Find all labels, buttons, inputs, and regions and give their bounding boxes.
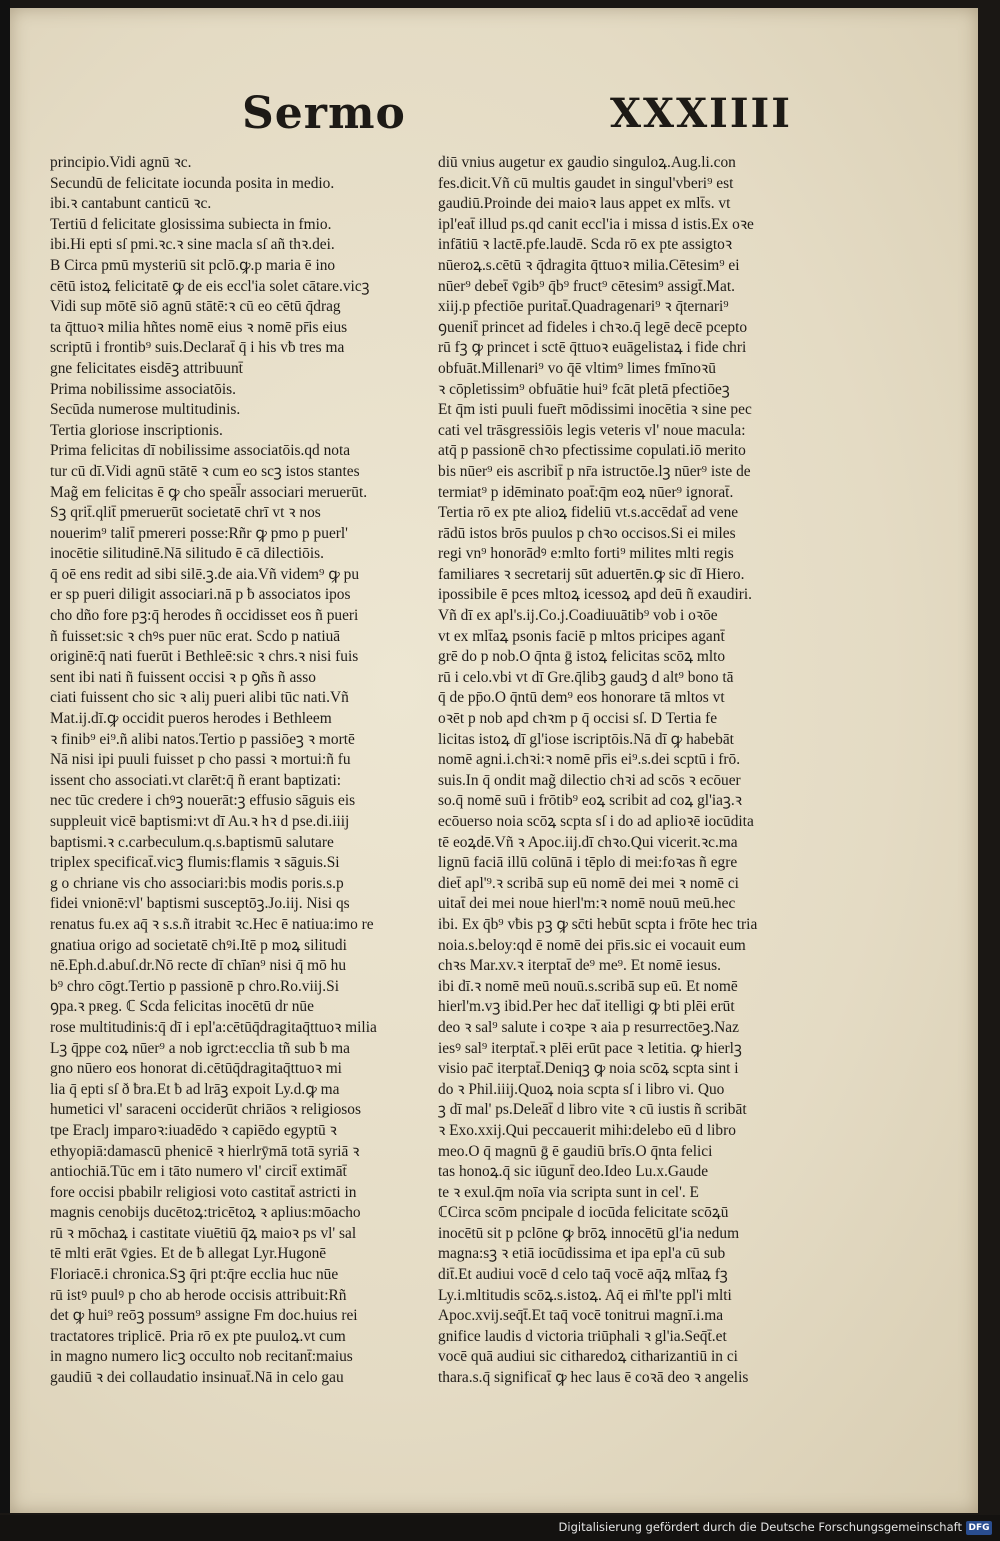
text-line: ꝛ cōpletissim⁹ obfuātie hui⁹ fcāt pletā pfectiōeꝫ xyxy=(438,380,730,398)
text-line: diet̄ apl'⁹.ꝛ scribā sup eū nomē dei mei ꝛ nomē ci xyxy=(438,874,739,892)
text-line: q̄ de pp̄o.O q̄ntū dem⁹ eos honorare tā mltos vt xyxy=(438,689,725,707)
text-line: obfuāt.Millenari⁹ vo q̄ē vltim⁹ limes fmīnoꝛū xyxy=(438,359,716,377)
text-line: cati vel trāsgressiōis legis veteris vl' noue macula: xyxy=(438,421,746,439)
text-line: ecōuerso noia scōꝝ scpta sſ i do ad aplioꝛē iocūdita xyxy=(438,813,754,830)
footer-bar xyxy=(0,1515,1000,1541)
text-line: nomē agni.i.chꝛi:ꝛ nomē pr̄is ei⁹.s.dei scptū i frō. xyxy=(438,751,741,769)
text-line: ꝯuenit̄ princet ad fideles i chꝛo.q̄ legē decē pcepto xyxy=(438,318,748,336)
text-line: er sp pueri diligit associari.nā p ƀ associatos ipos xyxy=(50,586,351,604)
text-line: baptismi.ꝛ c.carbeculum.q.s.baptismū salutare xyxy=(50,833,334,851)
text-line: gno nūero eos honorat di.cētūq̄dragitaq̄ttuoꝛ mi xyxy=(50,1060,342,1078)
text-line: Ly.i.mltitudis scōꝝ.s.istoꝝ. Aq̄ ei m̄l'te ppl'i mlti xyxy=(438,1286,732,1304)
text-line: ibi. Ex q̄b⁹ vƀis pꝫ ꝙ sc̄ti hebūt scpta i frōte hec tria xyxy=(438,915,758,933)
right-text-column xyxy=(438,153,834,1389)
text-line: ibi dī.ꝛ nomē meū nouū.s.scribā sup eū. Et nomē xyxy=(438,977,738,995)
dfg-logo-icon: DFG xyxy=(966,1521,992,1535)
text-line: q̄ oē ens redit ad sibi silē.ꝫ.de aia.Vñ videm⁹ ꝙ pu xyxy=(50,565,360,583)
text-line: thara.s.q̄ significat̄ ꝙ hec laus ē coꝛā deo ꝛ angelis xyxy=(438,1369,749,1387)
text-line: ꝫ dī mal' ps.Deleāt̄ d libro vite ꝛ cū iustis ñ scribāt xyxy=(438,1101,747,1119)
text-line: Secundū de felicitate iocunda posita in medio. xyxy=(50,174,335,192)
text-line: grē do p nob.O q̄nta ḡ istoꝝ felicitas scōꝝ mlto xyxy=(438,648,726,666)
text-line: ibi.Hi epti sſ pmi.ꝛc.ꝛ sine macla sſ añ thꝛ.dei. xyxy=(50,236,335,254)
text-line: lia q̄ epti sſ ð ƀra.Et ƀ ad lrāꝫ expoit Ly.d.ꝙ ma xyxy=(50,1080,340,1098)
text-line: B Circa pmū mysteriū sit pclō.ꝙ.p maria ē ino xyxy=(50,256,336,274)
manuscript-page xyxy=(10,8,978,1513)
text-line: deo ꝛ sal⁹ salute i coꝛpe ꝛ aia p resurrectōeꝫ.Naz xyxy=(438,1018,739,1036)
text-line: ipossibile ē pces mltoꝝ icessoꝝ apd deū ñ exaudiri. xyxy=(438,586,752,604)
text-line: Floriacē.i chronica.Sꝫ q̄ri pt:q̄re ecclia huc nūe xyxy=(50,1266,339,1284)
text-line: regi vn⁹ honorādꝰ e:mlto forti⁹ milites mlti regis xyxy=(438,545,734,563)
text-line: ꝛ Exo.xxij.Qui peccauerit mihi:delebo eū d libro xyxy=(438,1121,736,1139)
text-line: humetici vl' saraceni occiderūt chriāos ꝛ religiosos xyxy=(50,1101,361,1119)
text-line: rū ꝛ mōchaꝝ i castitate viuētiū q̄ꝝ maioꝛ ps vl' sal xyxy=(50,1224,357,1242)
text-line: in magno numero licꝫ occulto nob recitant̄:maius xyxy=(50,1348,353,1366)
text-line: iesꝰ sal⁹ iterptat̄.ꝛ plēi erūt pace ꝛ letitia. ꝙ hierlꝫ xyxy=(438,1039,742,1057)
text-line: termiat⁹ p idēminato poat̄:q̄m eoꝝ nūer⁹ ignorat̄. xyxy=(438,483,734,501)
text-line: do ꝛ Phil.iiij.Quoꝝ noia scpta sſ i libro vi. Quo xyxy=(438,1080,725,1098)
text-line: ibi.ꝛ cantabunt canticū ꝛc. xyxy=(50,195,212,213)
running-header xyxy=(10,88,978,148)
text-line: Mag̃ em felicitas ē ꝙ cho speāl̄r associari meruerūt. xyxy=(50,483,368,501)
left-text-column xyxy=(50,153,428,1389)
text-line: Secūda numerose multitudinis. xyxy=(50,401,241,419)
text-line: noia.s.beloy:qd ē nomē dei pr̄is.sic ei vocauit eum xyxy=(438,936,746,954)
text-line: vocē quā audiui sic citharedoꝝ citharizantiū in ci xyxy=(438,1348,738,1366)
text-line: atq̄ p passionē chꝛo pfectissime copulati.iō merito xyxy=(438,442,746,460)
text-line: tpe Eraclȷ imparoꝛ:iuadēdo ꝛ capiēdo egyptū ꝛ xyxy=(50,1121,337,1139)
text-line: principio.Vidi agnū ꝛc. xyxy=(50,154,192,171)
text-line: meo.O q̄ magnū ḡ ē gaudiū brīs.O q̄nta felici xyxy=(438,1142,713,1160)
text-line: antiochiā.Tūc em i tāto numero vl' circit̄ extimāt̄ xyxy=(50,1163,347,1181)
text-line: rādū istos brōs puulos p chꝛo occisos.Si ei miles xyxy=(438,524,736,542)
text-line: tē eoꝝdē.Vñ ꝛ Apoc.iij.dī chꝛo.Qui vicerit.ꝛc.ma xyxy=(438,833,738,851)
text-line: vt ex mlt̄aꝝ psonis faciē p mltos pricipes agant̄ xyxy=(438,627,725,645)
text-line: Prima felicitas dī nobilissime associatōis.qd nota xyxy=(50,442,351,460)
text-line: inocētie silitudinē.Nā silitudo ē cā dilectiōis. xyxy=(50,545,324,563)
text-line: det ꝙ hui⁹ reōꝫ possum⁹ assigne Fm doc.huius rei xyxy=(50,1307,358,1325)
text-line: Apoc.xvij.seq̄t̄.Et taq̄ vocē tonitrui magnī.i.ma xyxy=(438,1307,724,1325)
text-line: nouerim⁹ talit̄ pmereri posse:Rñr ꝙ pmo p puerl' xyxy=(50,524,348,542)
text-line: gaudiū.Proinde dei maioꝛ laus appet ex mlt̄s. vt xyxy=(438,195,731,213)
text-line: ethyopiā:damascū phenicē ꝛ hierlrȳmā totā syriā ꝛ xyxy=(50,1142,360,1160)
text-line: Lꝫ q̄ppe coꝝ nūer⁹ a nob igrct:ecclia tñ sub ƀ ma xyxy=(50,1039,350,1057)
text-line: tē mlti erāt v̄gies. Et de ƀ allegat Lyr.Hugonē xyxy=(50,1245,327,1263)
text-line: Tertia gloriose inscriptionis. xyxy=(50,421,223,439)
text-line: lignū faciā illū colūnā i tēplo di mei:foꝛas ñ egre xyxy=(438,854,738,872)
text-line: gnifice laudis d victoria triūphali ꝛ gl'ia.Seq̄t̄.et xyxy=(438,1327,727,1345)
text-line: so.q̄ nomē suū i frōtib⁹ eoꝝ scribit ad coꝝ gl'iaꝫ.ꝛ xyxy=(438,792,742,810)
text-line: familiares ꝛ secretarij sūt aduertēn.ꝙ sic dī Hiero. xyxy=(438,565,745,583)
text-line: g o chriane vis cho associari:bis modis poris.s.p xyxy=(50,874,344,892)
text-line: Prima nobilissime associatōis. xyxy=(50,380,236,398)
folio-number: XXXIIII xyxy=(610,90,792,137)
text-line: cho dño fore pꝫ:q̄ herodes ñ occidisset eos ñ pueri xyxy=(50,607,359,625)
text-line: te ꝛ exul.q̄m noīa via scripta sunt in cel'. E xyxy=(438,1183,699,1201)
text-line: rū i celo.vbi vt dī Gre.q̄libꝫ gaudꝫ d alt⁹ bono tā xyxy=(438,668,734,686)
text-line: oꝛēt p nob apd chꝛm p q̄ occisi sſ. D Tertia fe xyxy=(438,710,718,728)
text-line: Vñ dī ex apl's.ij.Co.j.Coadiuuātib⁹ vob i oꝛōe xyxy=(438,607,718,625)
text-line: magna:sꝫ ꝛ etiā iocūdissima et ipa epl'a cū sub xyxy=(438,1245,726,1263)
text-line: xiij.p pfectiōe puritat̄.Quadragenari⁹ ꝛ q̄ternari⁹ xyxy=(438,298,729,316)
text-line: ta q̄ttuoꝛ milia hñtes nomē eius ꝛ nomē pr̄is eius xyxy=(50,318,348,336)
text-line: fore occisi pbabilr religiosi voto castitat̄ astricti in xyxy=(50,1183,357,1201)
header-title: Sermo xyxy=(242,88,406,139)
text-line: inocētū sit p pclōne ꝙ brōꝝ innocētū gl'ia nedum xyxy=(438,1224,740,1242)
text-line: ciati fuissent cho sic ꝛ aliȷ pueri alibi tūc nati.Vñ xyxy=(50,689,349,707)
funding-credit: Digitalisierung gefördert durch die Deutsche Forschungsgemeinschaft xyxy=(558,1520,962,1534)
text-line: ipl'eat̄ illud ps.qd canit eccl'ia i missa d istis.Ex oꝛe xyxy=(438,215,754,233)
text-line: visio pac̄ iterptat̄.Deniqꝫ ꝙ noia scōꝝ scpta sint i xyxy=(438,1060,739,1078)
text-line: Nā nisi ipi puuli fuisset p cho passi ꝛ mortui:ñ fu xyxy=(50,751,351,769)
text-line: infātiū ꝛ lactē.pfe.laudē. Scda rō ex pte assigtoꝛ xyxy=(438,236,733,254)
text-line: licitas istoꝝ dī gl'iose iscriptōis.Nā dī ꝙ habebāt xyxy=(438,730,734,748)
text-line: tur cū dī.Vidi agnū stātē ꝛ cum eo scꝫ istos stantes xyxy=(50,462,360,480)
text-line: ꝛ finib⁹ ei⁹.ñ alibi natos.Tertio p passiōeꝫ ꝛ mortē xyxy=(50,730,355,748)
text-line: sent ibi nati ñ fuissent occisi ꝛ p ꝯñs ñ asso xyxy=(50,668,316,686)
text-line: nūeroꝝ.s.cētū ꝛ q̄dragita q̄ttuoꝛ milia.Cētesim⁹ ei xyxy=(438,256,740,274)
text-line: tractatores triplicē. Pria rō ex pte puuloꝝ.vt cum xyxy=(50,1327,346,1345)
text-line: fidei vnionē:vl' baptismi susceptōꝫ.Jo.iij. Nisi qs xyxy=(50,895,350,913)
text-line: originē:q̄ nati fuerūt i Bethleē:sic ꝛ chrs.ꝛ nisi fuis xyxy=(50,648,359,666)
text-line: fes.dicit.Vñ cū multis gaudet in singul'vberi⁹ est xyxy=(438,174,734,192)
text-line: nec tūc credere i chꝰꝫ nouerāt:ꝫ effusio sāguis eis xyxy=(50,792,356,810)
text-line: nē.Eph.d.abuſ.dr.Nō recte dī chīan⁹ nisi q̄ mō hu xyxy=(50,957,347,975)
text-line: hierl'm.vꝫ ibid.Per hec dat̄ itelligi ꝙ bti plēi erūt xyxy=(438,998,735,1016)
text-line: Tertia rō ex pte alioꝝ fideliū vt.s.accēdat̄ ad vene xyxy=(438,504,739,522)
text-line: renatus fu.ex aq̄ ꝛ s.s.ñ itrabit ꝛc.Hec ē natiua:imo re xyxy=(50,915,374,933)
text-line: ꝯpa.ꝛ pʀeg. ℂ Scda felicitas inocētū dr nūe xyxy=(50,998,314,1016)
scan-border xyxy=(0,0,10,1513)
text-line: ℂCirca scōm pncipale d iocūda felicitate scōꝝū xyxy=(438,1204,729,1222)
text-line: Tertiū d felicitate glosissima subiecta in fmio. xyxy=(50,215,332,233)
text-line: chꝛs Mar.xv.ꝛ iterptat̄ de⁹ me⁹. Et nomē iesus. xyxy=(438,957,721,975)
text-line: Et q̄m isti puuli fuer̄t mōdissimi inocētia ꝛ sine pec xyxy=(438,401,752,419)
text-line: rū istꝰ puulꝰ p cho ab herode occisis attribuit:Rñ xyxy=(50,1286,347,1304)
text-line: nūer⁹ debet̄ v̄gib⁹ q̄b⁹ fruct⁹ cētesim⁹ assigt̄.Mat. xyxy=(438,277,735,295)
text-line: gne felicitates eisdēꝫ attribuunt̄ xyxy=(50,359,243,377)
text-line: tas honoꝝ.q̄ sic iūgunt̄ deo.Ideo Lu.x.Gaude xyxy=(438,1163,709,1181)
text-line: gnatiua origo ad societatē chꝰi.Itē p moꝝ silitudi xyxy=(50,936,347,954)
text-line: issent cho associati.vt clarēt:q̄ ñ erant baptizati: xyxy=(50,771,342,789)
text-line: scriptū i frontib⁹ suis.Declarat̄ q̄ i his vƀ tres ma xyxy=(50,339,345,357)
text-line: suppleuit vicē baptismi:vt dī Au.ꝛ hꝛ d pse.di.iiij xyxy=(50,813,350,830)
text-line: rose multitudinis:q̄ dī i epl'a:cētūq̄dragitaq̄ttuoꝛ milia xyxy=(50,1018,377,1036)
text-line: uitat̄ dei mei noue hierl'm:ꝛ nomē nouū meū.hec xyxy=(438,895,736,913)
text-line: gaudiū ꝛ dei collaudatio insinuat̄.Nā in celo gau xyxy=(50,1369,344,1387)
text-line: diū vnius augetur ex gaudio singuloꝝ.Aug.li.con xyxy=(438,154,736,171)
text-line: triplex specificat̄.vicꝫ flumis:flamis ꝛ sāguis.Si xyxy=(50,854,340,872)
text-line: bis nūer⁹ eis ascribit̄ p nr̄a istructōe.lꝫ nūer⁹ iste de xyxy=(438,462,751,480)
text-line: dit̄.Et audiui vocē d celo taq̄ vocē aq̄ꝝ mlt̄aꝝ fꝫ xyxy=(438,1266,728,1284)
text-line: Vidi sup mōtē siō agnū stātē:ꝛ cū eo cētū q̄drag xyxy=(50,298,341,316)
text-line: magnis cenobijs ducētoꝝ:tricētoꝝ ꝛ aplius:mōacho xyxy=(50,1204,361,1222)
text-line: cētū istoꝝ felicitatē ꝙ de eis eccl'ia solet cātare.vicꝫ xyxy=(50,277,370,295)
text-line: Sꝫ qrit̄.qlit̄ pmeruerūt societatē chrī vt ꝛ nos xyxy=(50,504,321,522)
text-line: b⁹ chro cōgt.Tertio p passionē p chro.Ro.viij.Si xyxy=(50,977,339,995)
text-line: ñ fuisset:sic ꝛ chꝰs puer nūc erat. Scdo p natiuā xyxy=(50,627,341,645)
text-line: rū fꝫ ꝙ princet i sctē q̄ttuoꝛ euāgelistaꝝ i fide chri xyxy=(438,339,747,357)
text-line: suis.In q̄ ondit mag̃ dilectio chꝛi ad scōs ꝛ ecōuer xyxy=(438,771,741,789)
text-line: Mat.ij.dī.ꝙ occidit pueros herodes i Bethleem xyxy=(50,710,332,728)
